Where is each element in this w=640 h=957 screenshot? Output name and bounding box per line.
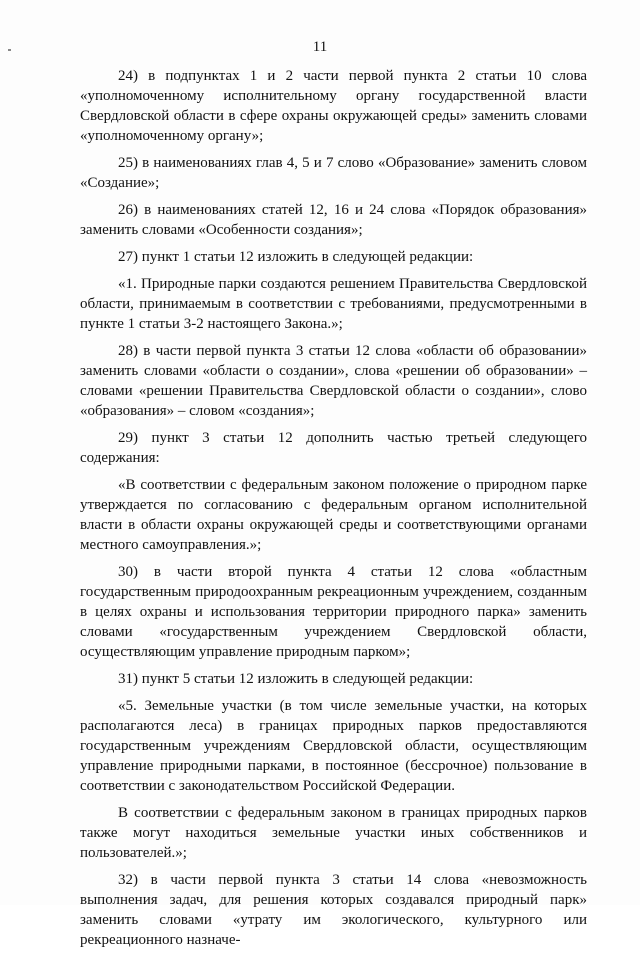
paragraph-item-25: 25) в наименованиях глав 4, 5 и 7 слово «Образование» заменить словом «Создание»;: [80, 155, 587, 191]
page-number: 11: [312, 39, 328, 55]
document-body: [80, 66, 587, 957]
quoted-text-point-1: «1. Природные парки создаются решением Правительства Свердловской области, принимаемым в соответствии с требованиями, предусмотренными в пункте 1 статьи 3-2 настоящего Закона.»;: [80, 276, 587, 332]
paragraph-item-29: 29) пункт 3 статьи 12 дополнить частью третьей следующего содержания:: [80, 430, 587, 466]
quoted-text-land-owners: В соответствии с федеральным законом в границах природных парков также могут находиться земельные участки иных собственников и пользователей.»;: [80, 805, 587, 861]
paragraph-item-30: 30) в части второй пункта 4 статьи 12 слова «областным государственным природоохранным рекреационным учреждением, созданным в целях охраны и использования территории природного парка» заменить словами «государственным учреждением Свердловской области, осуществляющим управление природным парком»;: [80, 564, 587, 660]
paragraph-item-28: 28) в части первой пункта 3 статьи 12 слова «области об образовании» заменить словами «области о создании», слова «решении об образовании» – словами «решении Правительства Свердловской области о создании», слово «образования» – словом «создания»;: [80, 343, 587, 419]
paragraph-item-26: 26) в наименованиях статей 12, 16 и 24 слова «Порядок образования» заменить словами «Особенности создания»;: [80, 202, 587, 238]
quoted-text-regulation: «В соответствии с федеральным законом положение о природном парке утверждается по согласованию с федеральным органом исполнительной власти в области охраны окружающей среды и соответствующими органами местного самоуправления.»;: [80, 477, 587, 553]
paragraph-item-27: 27) пункт 1 статьи 12 изложить в следующей редакции:: [118, 249, 474, 265]
paragraph-item-32: 32) в части первой пункта 3 статьи 14 слова «невозможность выполнения задач, для решения которых создавался природный парк» заменить словами «утрату им экологического, культурного или рекреационного назначе-: [80, 872, 587, 948]
quoted-text-point-5: «5. Земельные участки (в том числе земельные участки, на которых располагаются леса) в границах природных парков предоставляются государственным учреждениям Свердловской области, осуществляющим управление природными парками, в постоянное (бессрочное) пользование в соответствии с законодательством Российской Федерации.: [80, 698, 587, 794]
paragraph-item-31: 31) пункт 5 статьи 12 изложить в следующей редакции:: [118, 671, 474, 687]
paragraph-item-24: 24) в подпунктах 1 и 2 части первой пункта 2 статьи 10 слова «уполномоченному исполнительному органу государственной власти Свердловской области в сфере охраны окружающей среды» заменить словами «уполномоченному органу»;: [80, 68, 587, 144]
